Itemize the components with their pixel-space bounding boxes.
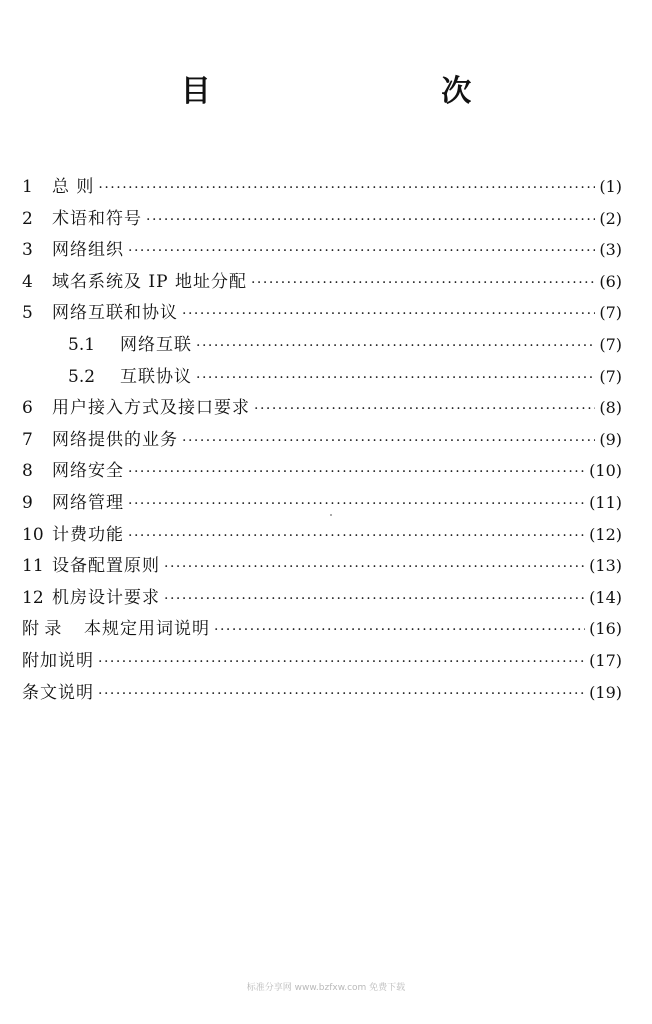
toc-entry-title: 网络互联 [120, 334, 192, 355]
toc-entry-number: 11 [22, 556, 44, 577]
toc-entry-1[interactable] [22, 171, 622, 203]
toc-entry-clause-explanation[interactable] [22, 677, 622, 709]
toc-entry-title: 附加说明 [22, 650, 94, 671]
toc-entry-page: (6) [599, 271, 622, 291]
toc-entry-5-1[interactable] [22, 329, 622, 361]
toc-entry-page: (19) [589, 682, 622, 702]
toc-entry-title: 网络安全 [52, 461, 124, 482]
dot-leader [182, 426, 595, 458]
page-title: 目 次 [180, 74, 582, 109]
toc-entry-title: 总 则 [52, 177, 95, 197]
toc-entry-number: 12 [22, 587, 44, 608]
toc-entry-9[interactable] [22, 487, 622, 519]
toc-entry-page: (17) [589, 650, 622, 670]
toc-entry-7[interactable] [22, 424, 622, 456]
table-of-contents [22, 171, 622, 708]
toc-entry-title: 网络组织 [52, 240, 124, 261]
toc-entry-title: 本规定用词说明 [84, 619, 210, 640]
toc-entry-page: (1) [599, 177, 622, 196]
toc-entry-number: 3 [22, 240, 33, 261]
toc-entry-number: 4 [22, 271, 33, 292]
dot-leader [146, 205, 595, 237]
toc-entry-5[interactable] [22, 297, 622, 329]
scan-speck [330, 514, 332, 516]
toc-entry-5-2[interactable] [22, 361, 622, 393]
toc-entry-number: 6 [22, 398, 33, 419]
toc-entry-11[interactable] [22, 550, 622, 582]
toc-entry-page: (13) [589, 556, 622, 576]
toc-entry-number: 5 [22, 303, 33, 324]
toc-entry-number: 5.1 [68, 334, 96, 355]
toc-entry-page: (14) [589, 587, 622, 607]
toc-entry-number: 5.2 [68, 366, 96, 387]
toc-entry-number: 2 [22, 208, 33, 229]
dot-leader [182, 299, 595, 331]
toc-entry-4[interactable] [22, 266, 622, 298]
toc-entry-title: 域名系统及 IP 地址分配 [52, 271, 247, 292]
toc-entry-page: (7) [599, 334, 622, 354]
toc-entry-12[interactable] [22, 582, 622, 614]
toc-entry-page: (11) [589, 492, 622, 512]
dot-leader [128, 236, 595, 268]
toc-entry-number: 7 [22, 429, 33, 450]
dot-leader [254, 394, 595, 426]
toc-entry-page: (12) [589, 524, 622, 544]
dot-leader [98, 173, 595, 205]
toc-entry-additional-notes[interactable] [22, 645, 622, 677]
toc-entry-title: 机房设计要求 [52, 587, 160, 608]
dot-leader [251, 268, 595, 300]
toc-entry-8[interactable] [22, 455, 622, 487]
toc-entry-number: 9 [22, 492, 33, 513]
toc-entry-appendix[interactable] [22, 613, 622, 645]
dot-leader [128, 489, 585, 521]
toc-entry-page: (2) [599, 208, 622, 228]
toc-entry-number: 附 录 [22, 619, 62, 640]
toc-entry-title: 网络提供的业务 [52, 429, 178, 450]
toc-entry-page: (7) [599, 303, 622, 323]
toc-entry-6[interactable] [22, 392, 622, 424]
toc-entry-title: 互联协议 [120, 366, 192, 387]
dot-leader [164, 584, 585, 616]
dot-leader [196, 331, 595, 363]
toc-entry-title: 术语和符号 [52, 208, 142, 229]
toc-entry-page: (16) [589, 619, 622, 639]
toc-entry-number: 8 [22, 461, 33, 482]
dot-leader [214, 615, 585, 647]
toc-entry-page: (10) [589, 461, 622, 481]
toc-entry-page: (8) [599, 398, 622, 418]
toc-entry-3[interactable] [22, 234, 622, 266]
toc-entry-title: 用户接入方式及接口要求 [52, 398, 250, 419]
dot-leader [196, 363, 595, 395]
toc-entry-title: 设备配置原则 [52, 556, 160, 577]
toc-entry-title: 网络管理 [52, 492, 124, 513]
dot-leader [164, 552, 585, 584]
dot-leader [98, 679, 585, 711]
toc-entry-2[interactable] [22, 203, 622, 235]
toc-entry-number: 1 [22, 177, 33, 197]
dot-leader [128, 521, 585, 553]
toc-entry-page: (3) [599, 240, 622, 260]
dot-leader [98, 647, 585, 679]
watermark-footer: 标准分享网 www.bzfxw.com 免费下载 [246, 983, 406, 993]
dot-leader [128, 457, 585, 489]
toc-entry-title: 条文说明 [22, 682, 94, 703]
toc-entry-title: 计费功能 [52, 524, 124, 545]
toc-entry-page: (7) [599, 366, 622, 386]
toc-entry-number: 10 [22, 524, 44, 545]
toc-entry-title: 网络互联和协议 [52, 303, 178, 324]
toc-entry-page: (9) [599, 429, 622, 449]
toc-entry-10[interactable] [22, 519, 622, 551]
